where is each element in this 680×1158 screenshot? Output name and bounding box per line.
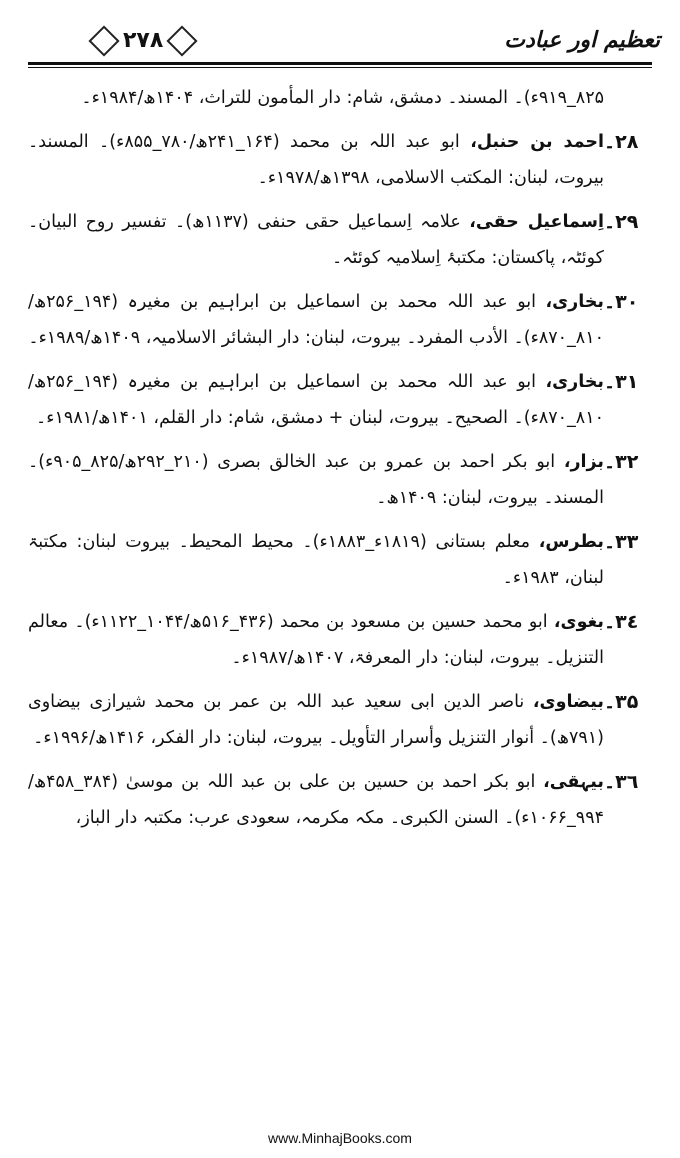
entry-number: ۲۹۔ [604, 211, 639, 233]
list-item [28, 364, 652, 436]
list-item [28, 444, 652, 516]
author-name: بطرس، [538, 532, 605, 552]
author-name: بغوی، [553, 612, 604, 632]
page-number-text: ۲۷۸ [123, 28, 164, 53]
author-name: بخاری، [545, 292, 604, 312]
entry-text: ۸۲۵_۹۱۹ء)۔ المسند۔ دمشق، شام: دار المأمون للتراث، ۱۴۰۴ھ/۱۹۸۴ء۔ [81, 88, 604, 108]
header-rule-thick [28, 62, 652, 65]
list-item [28, 284, 652, 356]
header-rule-thin [28, 67, 652, 68]
entry-text: بخاری، ابو عبد اللہ محمد بن اسماعیل بن ابراہیم بن مغیرہ (۱۹۴_۲۵۶ھ/۸۱۰_۸۷۰ء)۔ الصحیح۔ بیروت، لبنان + دمشق، شام: دار القلم، ۱۴۰۱ھ/۱۹۸۱ء۔ [28, 372, 604, 428]
entry-number: ۳۲۔ [604, 451, 639, 473]
list-item [28, 204, 652, 276]
entry-number: ۳۵۔ [604, 691, 639, 713]
author-name: اِسماعیل حقی، [469, 212, 604, 232]
page-header [20, 20, 660, 64]
author-name: بیہقی، [543, 772, 604, 792]
entry-text: بخاری، ابو عبد اللہ محمد بن اسماعیل بن ابراہیم بن مغیرہ (۱۹۴_۲۵۶ھ/۸۱۰_۸۷۰ء)۔ الأدب المفرد۔ بیروت، لبنان: دار البشائر الاسلامیہ، ۱۴۰۹ھ/۱۹۸۹ء۔ [28, 292, 604, 348]
entry-text: احمد بن حنبل، ابو عبد اللہ بن محمد (۱۶۴_۲۴۱ھ/۷۸۰_۸۵۵ء)۔ المسند۔ بیروت، لبنان: المکتب الاسلامی، ۱۳۹۸ھ/۱۹۷۸ء۔ [28, 132, 605, 188]
list-item [28, 80, 652, 116]
footer-url: www.MinhajBooks.com [268, 1130, 412, 1146]
entry-number: ۳٦۔ [604, 771, 639, 793]
list-item [28, 604, 652, 676]
ornament-icon [167, 25, 198, 56]
list-item [28, 524, 652, 596]
entry-text: بیہقی، ابو بکر احمد بن حسین بن علی بن عبد اللہ بن موسیٰ (۳۸۴_۴۵۸ھ/۹۹۴_۱۰۶۶ء)۔ السنن الکبری۔ مکہ مکرمہ، سعودی عرب: مکتبہ دار الباز، [28, 772, 604, 828]
author-name: احمد بن حنبل، [470, 132, 605, 152]
entry-number: ۳۳۔ [604, 531, 639, 553]
entry-text: بغوی، ابو محمد حسین بن مسعود بن محمد (۴۳۶_۵۱۶ھ/۱۰۴۴_۱۱۲۲ء)۔ معالم التنزیل۔ بیروت، لبنان: دار المعرفۃ، ۱۴۰۷ھ/۱۹۸۷ء۔ [28, 612, 604, 668]
list-item [28, 764, 652, 836]
list-item [28, 684, 652, 756]
entry-text: اِسماعیل حقی، علامہ اِسماعیل حقی حنفی (۱۱۳۷ھ)۔ تفسیر روح البیان۔ کوئٹہ، پاکستان: مکتبۂ اِسلامیہ کوئٹہ۔ [28, 212, 604, 268]
entry-text: بزار، ابو بکر احمد بن عمرو بن عبد الخالق بصری (۲۱۰_۲۹۲ھ/۸۲۵_۹۰۵ء)۔ المسند۔ بیروت، لبنان: ۱۴۰۹ھ۔ [28, 452, 604, 508]
entry-number [604, 80, 652, 116]
entry-text: بیضاوی، ناصر الدین ابی سعید عبد اللہ بن عمر بن محمد شیرازی بیضاوی (۷۹۱ھ)۔ أنوار التنزیل وأسرار التأویل۔ بیروت، لبنان: دار الفکر، ۱۴۱۶ھ/۱۹۹۶ء۔ [28, 692, 604, 748]
entry-number: ۳۱۔ [604, 371, 639, 393]
entry-number: ۳٤۔ [604, 611, 639, 633]
page-number [85, 28, 201, 53]
author-name: بیضاوی، [532, 692, 604, 712]
entry-number: ۳۰۔ [604, 291, 639, 313]
entry-number: ۲۸۔ [604, 131, 639, 153]
entry-text: بطرس، معلم بستانی (۱۸۱۹ء_۱۸۸۳ء)۔ محیط المحیط۔ بیروت لبنان: مکتبۃ لبنان، ۱۹۸۳ء۔ [28, 532, 605, 588]
author-name: بخاری، [545, 372, 604, 392]
list-item [28, 124, 652, 196]
book-title: تعظیم اور عبادت [504, 28, 660, 53]
ornament-icon [88, 25, 119, 56]
bibliography-list [28, 80, 652, 844]
author-name: بزار، [563, 452, 604, 472]
